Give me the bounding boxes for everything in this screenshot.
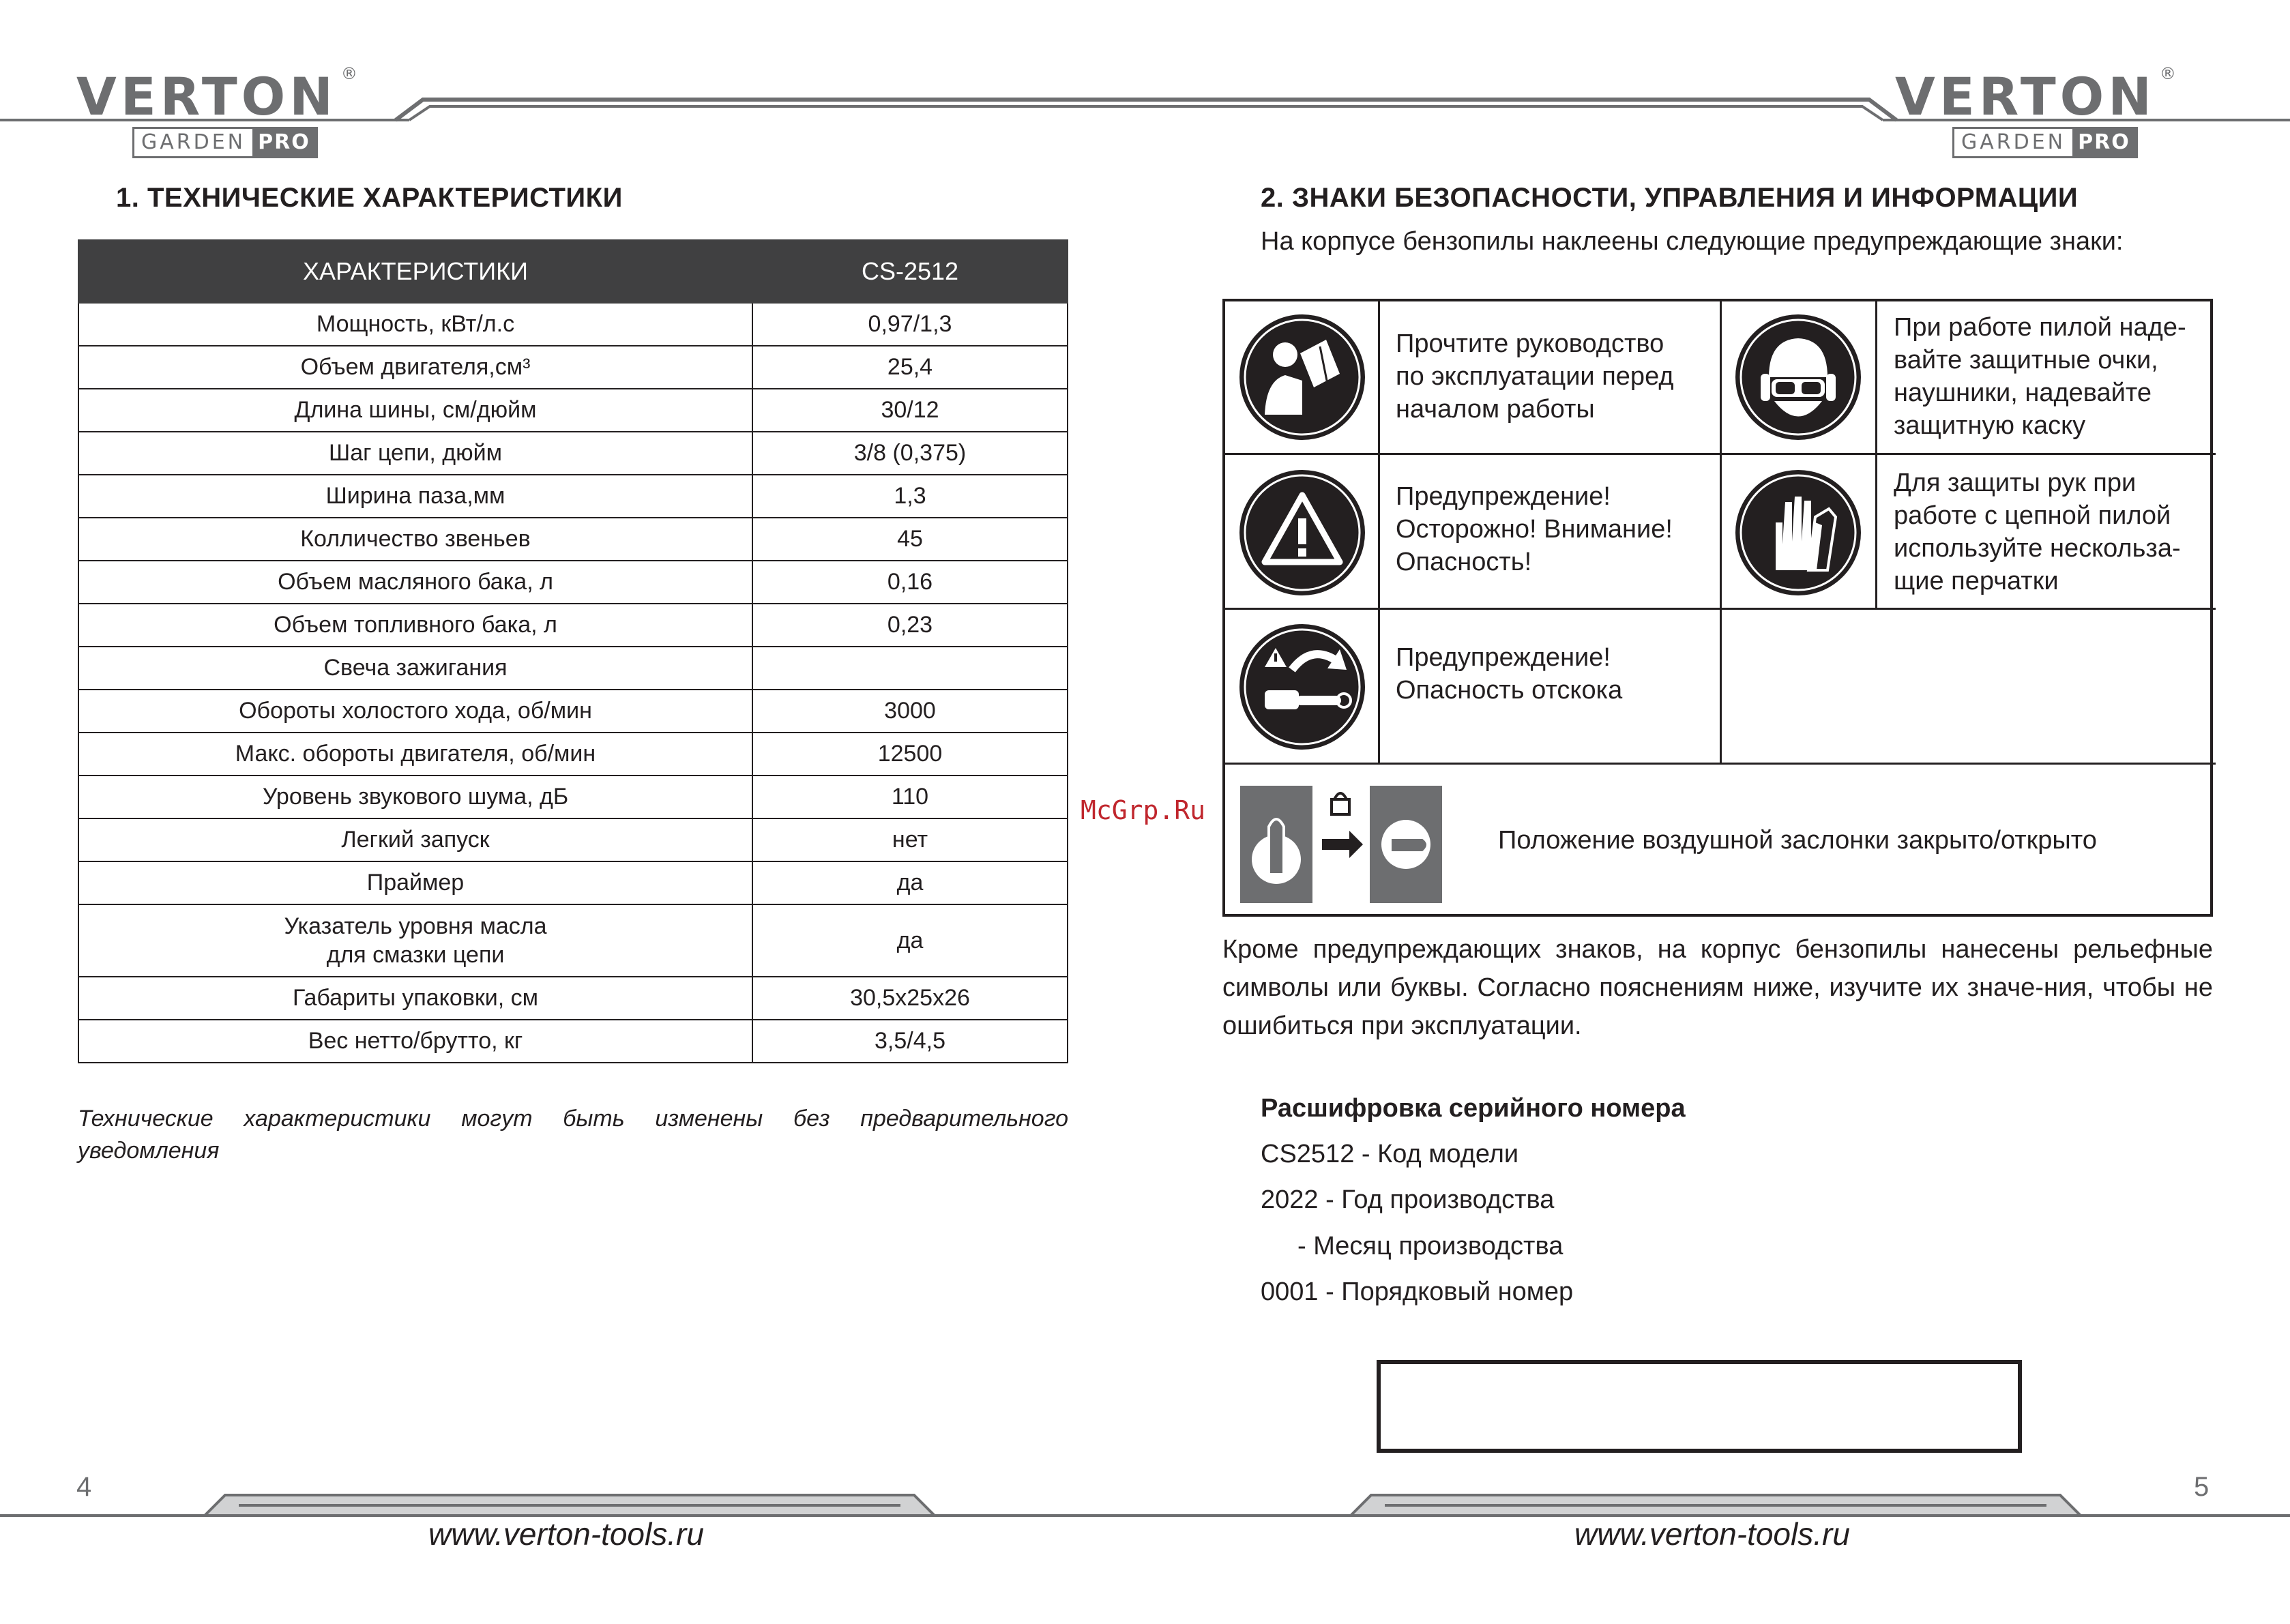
sign-text-line: Прочтите руководство <box>1396 329 1664 358</box>
section-title-specs: 1. ТЕХНИЧЕСКИЕ ХАРАКТЕРИСТИКИ <box>116 183 623 213</box>
table-cell: 0,97/1,3 <box>752 303 1068 346</box>
sign-text-line: наушники, надевайте <box>1894 379 2152 407</box>
table-cell: 30,5х25х26 <box>752 977 1068 1020</box>
table-cell: Объем двигателя,см³ <box>78 346 752 389</box>
brand-name: VERTON <box>76 66 337 127</box>
footer-url-right: www.verton-tools.ru <box>1574 1516 1850 1552</box>
watermark: McGrp.Ru <box>1081 795 1206 825</box>
brand-sub-pro: PRO <box>2072 129 2136 156</box>
table-header-row <box>78 240 1068 303</box>
read-manual-icon <box>1237 312 1367 442</box>
registered-mark: ® <box>340 64 357 83</box>
table-cell: 12500 <box>752 733 1068 776</box>
sign-choke-text: Положение воздушной заслонки закрыто/открыто <box>1498 826 2097 855</box>
sign-read-manual-text <box>1396 327 1674 426</box>
grid-line <box>1225 453 2216 455</box>
table-cell: Габариты упаковки, см <box>78 977 752 1020</box>
table-row <box>78 977 1068 1020</box>
serial-line: 0001 - Порядковый номер <box>1261 1278 1574 1306</box>
sign-text-line: При работе пилой наде- <box>1894 313 2186 342</box>
table-cell: Праймер <box>78 861 752 904</box>
table-cell: Мощность, кВт/л.с <box>78 303 752 346</box>
choke-position-icon <box>1240 779 1445 903</box>
footer-url-left: www.verton-tools.ru <box>428 1516 704 1552</box>
protective-gear-icon <box>1733 312 1863 442</box>
sign-text-line: щие перчатки <box>1894 567 2059 595</box>
brand-sub-badge-right <box>1952 127 2138 158</box>
sign-warning-text <box>1396 480 1673 578</box>
table-cell: Объем масляного бака, л <box>78 561 752 604</box>
table-cell: Макс. обороты двигателя, об/мин <box>78 733 752 776</box>
table-header-cell: ХАРАКТЕРИСТИКИ <box>78 240 752 303</box>
page-number-left: 4 <box>76 1472 92 1502</box>
table-row <box>78 647 1068 690</box>
sign-text-line: Предупреждение! <box>1396 482 1611 511</box>
section-title-signs: 2. ЗНАКИ БЕЗОПАСНОСТИ, УПРАВЛЕНИЯ И ИНФОРМАЦИИ <box>1261 183 2079 213</box>
sign-text-line: работе с цепной пилой <box>1894 501 2171 530</box>
brand-sub-badge-left <box>132 127 318 158</box>
sign-text-line: используйте нескольза- <box>1894 534 2181 563</box>
table-row <box>78 861 1068 904</box>
table-row <box>78 346 1068 389</box>
table-row <box>78 604 1068 647</box>
sign-text-line: Для защиты рук при <box>1894 469 2137 497</box>
table-cell: 110 <box>752 776 1068 818</box>
sign-text-line: началом работы <box>1396 395 1595 424</box>
table-cell-line: Указатель уровня масла <box>284 913 547 939</box>
table-cell: да <box>752 904 1068 977</box>
sign-text-line: по эксплуатации перед <box>1396 362 1674 391</box>
table-cell: 45 <box>752 518 1068 561</box>
sign-text-line: Осторожно! Внимание! <box>1396 515 1673 544</box>
spec-table <box>78 239 1068 1063</box>
table-cell: Легкий запуск <box>78 818 752 861</box>
brand-sub-pro: PRO <box>252 129 316 156</box>
table-row <box>78 303 1068 346</box>
table-cell: Вес нетто/брутто, кг <box>78 1020 752 1063</box>
spec-note: Технические характеристики могут быть изменены без предварительного уведомления <box>78 1106 1068 1164</box>
brand-logo-left <box>76 64 357 127</box>
sign-text-line: Предупреждение! <box>1396 643 1611 672</box>
table-cell: Свеча зажигания <box>78 647 752 690</box>
table-cell: Ширина паза,мм <box>78 475 752 518</box>
table-cell: Уровень звукового шума, дБ <box>78 776 752 818</box>
table-cell: 30/12 <box>752 389 1068 432</box>
page-number-right: 5 <box>2194 1472 2210 1502</box>
table-cell: нет <box>752 818 1068 861</box>
brand-name: VERTON <box>1895 66 2156 127</box>
table-row <box>78 561 1068 604</box>
table-cell: 0,16 <box>752 561 1068 604</box>
table-row <box>78 432 1068 475</box>
signs-intro: На корпусе бензопилы наклеены следующие предупреждающие знаки: <box>1261 227 2124 256</box>
body-text: Кроме предупреждающих знаков, на корпус бензопилы нанесены рельефные символы или буквы. Согласно пояснениям ниже, изучите их значе-ния, чтобы не ошибиться при эксплуатации. <box>1222 935 2213 1040</box>
table-row <box>78 1020 1068 1063</box>
sign-gloves-text <box>1894 467 2181 597</box>
sign-text-line: защитную каску <box>1894 411 2086 440</box>
grid-line <box>1225 763 2216 765</box>
table-cell: Длина шины, см/дюйм <box>78 389 752 432</box>
table-cell: 3000 <box>752 690 1068 733</box>
table-cell: Шаг цепи, дюйм <box>78 432 752 475</box>
grid-line <box>1720 301 1722 764</box>
grid-line <box>1225 608 2216 610</box>
table-cell <box>78 904 752 977</box>
brand-sub-garden: GARDEN <box>141 130 246 154</box>
table-row <box>78 475 1068 518</box>
table-row <box>78 518 1068 561</box>
signs-grid <box>1222 299 2213 917</box>
grid-line <box>1875 301 1877 610</box>
registered-mark: ® <box>2159 64 2176 83</box>
serial-number-box <box>1377 1360 2022 1453</box>
serial-line: 2022 - Год производства <box>1261 1185 1555 1214</box>
table-cell: 1,3 <box>752 475 1068 518</box>
sign-protective-gear-text <box>1894 311 2186 442</box>
brand-logo-right <box>1895 64 2176 127</box>
table-cell: Обороты холостого хода, об/мин <box>78 690 752 733</box>
sign-text-line: Опасность отскока <box>1396 676 1623 705</box>
table-cell-line: для смазки цепи <box>326 942 505 968</box>
table-cell: Колличество звеньев <box>78 518 752 561</box>
warning-icon <box>1237 468 1367 597</box>
table-row <box>78 690 1068 733</box>
table-cell: 0,23 <box>752 604 1068 647</box>
grid-line <box>1378 301 1380 764</box>
brand-sub-garden: GARDEN <box>1961 130 2066 154</box>
gloves-icon <box>1733 468 1863 597</box>
table-row <box>78 818 1068 861</box>
table-row <box>78 904 1068 977</box>
table-cell: 25,4 <box>752 346 1068 389</box>
table-cell: 3/8 (0,375) <box>752 432 1068 475</box>
table-row <box>78 776 1068 818</box>
table-header-cell: CS-2512 <box>752 240 1068 303</box>
table-cell: Объем топливного бака, л <box>78 604 752 647</box>
table-cell: 3,5/4,5 <box>752 1020 1068 1063</box>
kickback-icon <box>1237 622 1367 752</box>
serial-line: CS2512 - Код модели <box>1261 1140 1519 1168</box>
sign-text-line: Опасность! <box>1396 548 1532 576</box>
serial-title: Расшифровка серийного номера <box>1261 1094 1686 1123</box>
sign-kickback-text <box>1396 641 1622 707</box>
sign-text-line: вайте защитные очки, <box>1894 346 2158 374</box>
table-cell: да <box>752 861 1068 904</box>
table-row <box>78 733 1068 776</box>
table-cell <box>752 647 1068 690</box>
table-row <box>78 389 1068 432</box>
serial-line: - Месяц производства <box>1297 1232 1564 1260</box>
